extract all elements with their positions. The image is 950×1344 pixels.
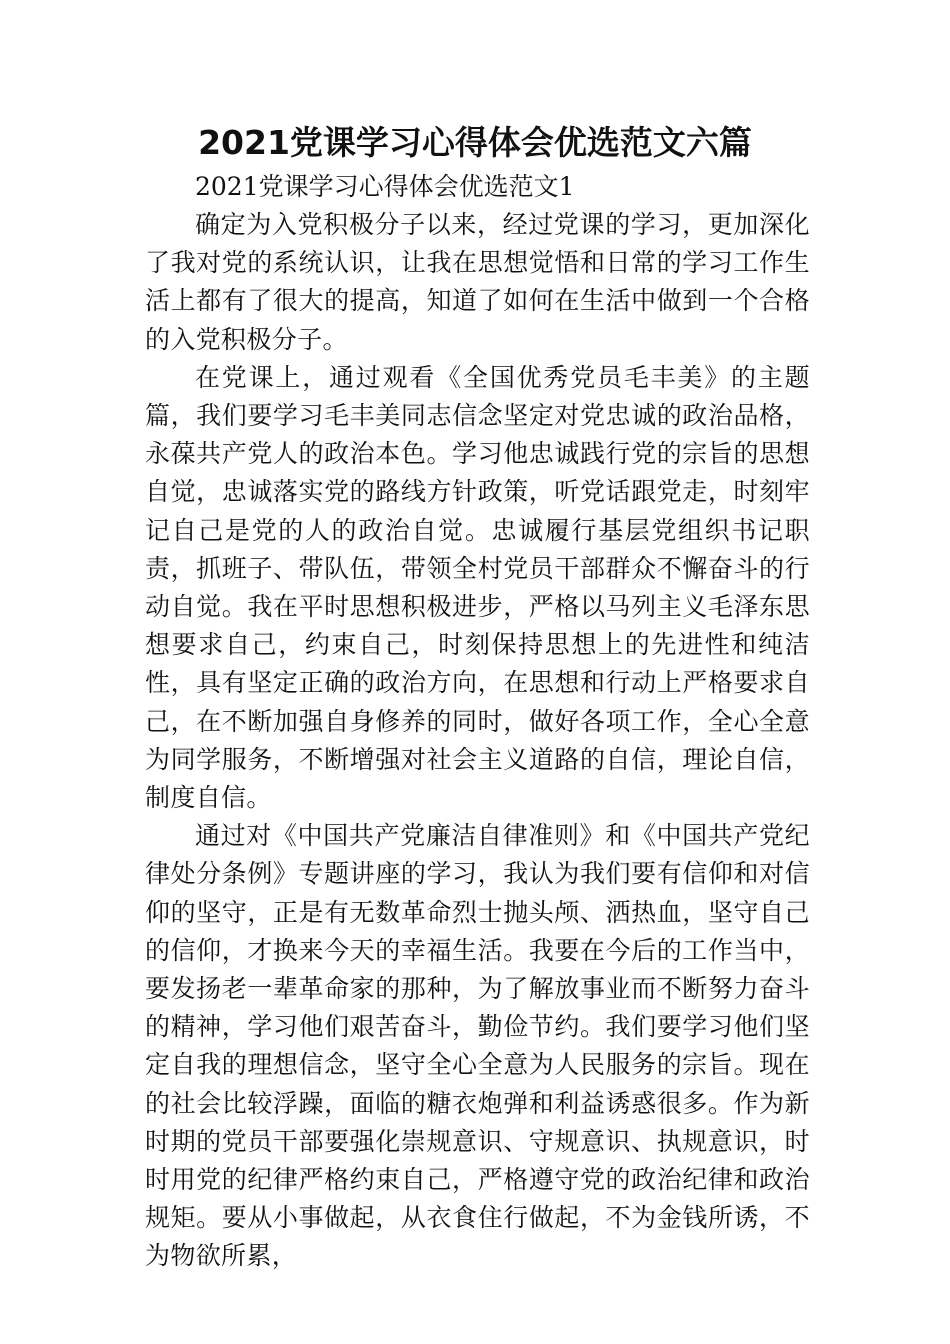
- paragraph-2: 在党课上，通过观看《全国优秀党员毛丰美》的主题篇，我们要学习毛丰美同志信念坚定对党忠诚的政治品格，永葆共产党人的政治本色。学习他忠诚践行党的宗旨的思想自觉，忠诚落实党的路线方针政策，听党话跟党走，时刻牢记自己是党的人的政治自觉。忠诚履行基层党组织书记职责，抓班子、带队伍，带领全村党员干部群众不懈奋斗的行动自觉。我在平时思想积极进步，严格以马列主义毛泽东思想要求自己，约束自己，时刻保持思想上的先进性和纯洁性，具有坚定正确的政治方向，在思想和行动上严格要求自己，在不断加强自身修养的同时，做好各项工作，全心全意为同学服务，不断增强对社会主义道路的自信，理论自信，制度自信。: [145, 362, 810, 813]
- section-heading: 2021党课学习心得体会优选范文1: [195, 172, 575, 201]
- paragraph-1: 确定为入党积极分子以来，经过党课的学习，更加深化了我对党的系统认识，让我在思想觉悟和日常的学习工作生活上都有了很大的提高，知道了如何在生活中做到一个合格的入党积极分子。: [145, 210, 810, 354]
- document-title: 2021党课学习心得体会优选范文六篇: [198, 123, 752, 162]
- document-body: [145, 206, 810, 1276]
- paragraph-3: 通过对《中国共产党廉洁自律准则》和《中国共产党纪律处分条例》专题讲座的学习，我认为我们要有信仰和对信仰的坚守，正是有无数革命烈士抛头颅、洒热血，坚守自己的信仰，才换来今天的幸福生活。我要在今后的工作当中，要发扬老一辈革命家的那种，为了解放事业而不断努力奋斗的精神，学习他们艰苦奋斗，勤俭节约。我们要学习他们坚定自我的理想信念，坚守全心全意为人民服务的宗旨。现在的社会比较浮躁，面临的糖衣炮弹和利益诱惑很多。作为新时期的党员干部要强化崇规意识、守规意识、执规意识，时时用党的纪律严格约束自己，严格遵守党的政治纪律和政治规矩。要从小事做起，从衣食住行做起，不为金钱所诱，不为物欲所累，: [145, 821, 810, 1271]
